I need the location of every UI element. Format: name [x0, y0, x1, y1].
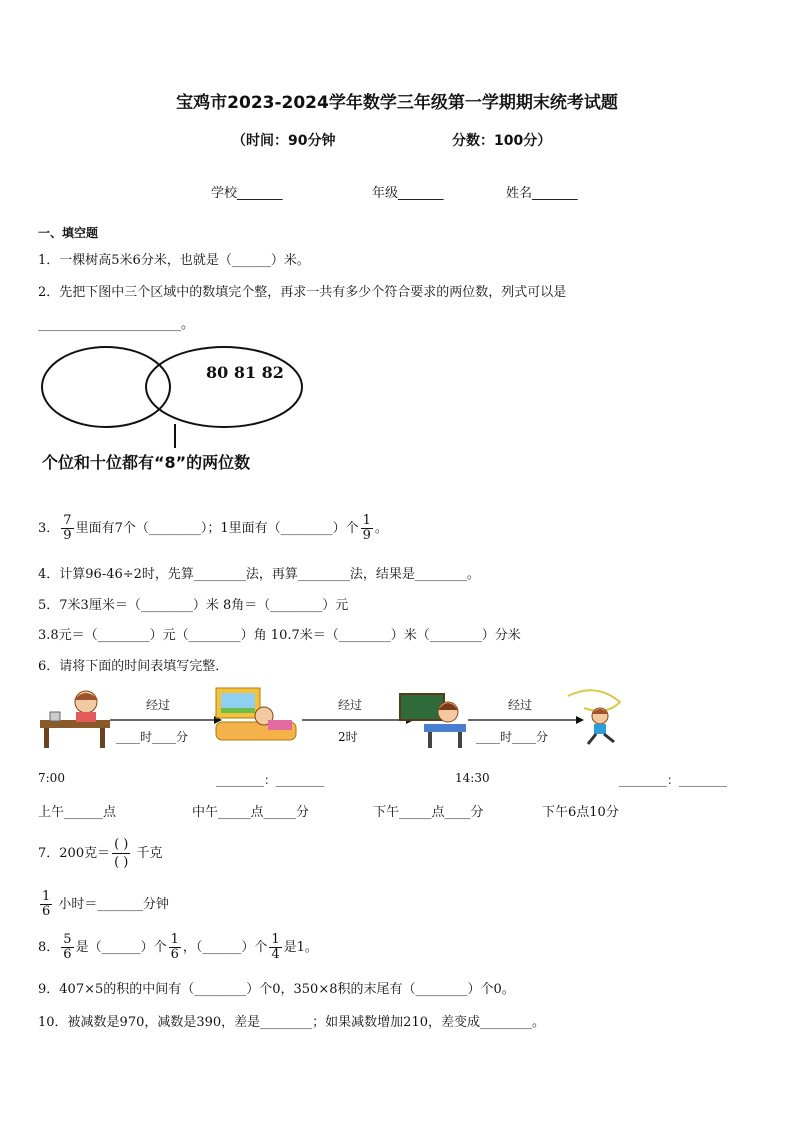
nap-illustration: [216, 688, 296, 740]
duration-blank-1: ____时____分: [116, 730, 189, 744]
timeline-illustration: [36, 686, 716, 756]
duration-2-hours: 2时: [338, 730, 358, 744]
question-2-answer-line: ______________________。: [38, 317, 195, 332]
page-title: 宝鸡市2023-2024学年数学三年级第一学期期末统考试题: [176, 93, 618, 113]
class-illustration: [400, 694, 466, 748]
question-1: 1．一棵树高5米6分米，也就是（______）米。: [38, 253, 310, 268]
fraction-1-6: $\frac{1}{6}$: [42, 889, 51, 919]
pass-label-2: 经过: [338, 698, 363, 712]
question-5-line-2: 3.8元＝（________）元（________）角 10.7米＝（________）米（________）分米: [38, 628, 521, 643]
play-illustration: [568, 690, 620, 744]
question-6: 6．请将下面的时间表填写完整．: [38, 659, 229, 674]
clock-row-4: 下午6点10分: [542, 805, 619, 820]
clock-row-3: 下午_____点____分: [373, 805, 484, 820]
exam-score: 分数：100分）: [452, 133, 552, 149]
fraction-1-9: $\frac{1}{9}$: [362, 513, 371, 543]
fraction-blank: $\frac{( )}{( )}$: [114, 837, 129, 870]
section-heading: 一、填空题: [38, 226, 99, 240]
time-blank-4: ________：________: [619, 773, 728, 787]
venn-caption: 个位和十位都有“8”的两位数: [42, 453, 251, 472]
question-8: 8． $\frac{5}{6}$ 是（______）个 $\frac{1}{6}$ ，（______）个 $\frac{1}{4}$ 是1。: [38, 932, 318, 962]
fraction-1-6-b: $\frac{1}{6}$: [170, 932, 179, 962]
fraction-7-9: $\frac{7}{9}$: [63, 513, 72, 543]
clock-row-1: 上午______点: [38, 805, 117, 820]
venn-numbers: 80 81 82: [206, 363, 284, 382]
question-3: 3． $\frac{7}{9}$ 里面有7个（________）；1里面有（________）个 $\frac{1}{9}$ 。: [38, 513, 388, 543]
question-7-hours: $\frac{1}{6}$ 小时＝_______分钟: [42, 889, 169, 919]
grade-field: 年级_______: [372, 186, 444, 201]
fraction-1-4: $\frac{1}{4}$: [271, 932, 280, 962]
question-10: 10．被减数是970，减数是390，差是________；如果减数增加210，差变成________。: [38, 1015, 545, 1030]
clock-row-2: 中午_____点_____分: [192, 805, 310, 820]
question-5-line-1: 5．7米3厘米＝（________）米 8角＝（________）元: [38, 598, 349, 613]
name-field: 姓名_______: [506, 186, 578, 201]
question-9: 9．407×5的积的中间有（________）个0，350×8积的末尾有（________）个0。: [38, 982, 515, 997]
exam-time: （时间：90分钟: [232, 133, 336, 149]
venn-left-circle: [42, 347, 170, 427]
fraction-5-6: $\frac{5}{6}$: [63, 932, 72, 962]
breakfast-illustration: [40, 691, 110, 748]
question-7: 7．200克＝ $\frac{( )}{( )}$ 千克: [38, 837, 163, 870]
time-14-30: 14:30: [455, 771, 490, 785]
time-blank-2: ________：________: [216, 773, 325, 787]
question-2: 2．先把下图中三个区域中的数填完个整，再求一共有多少个符合要求的两位数，列式可以是: [38, 285, 567, 300]
pass-label-3: 经过: [508, 698, 533, 712]
duration-blank-3: ____时____分: [476, 730, 549, 744]
pass-label-1: 经过: [146, 698, 171, 712]
question-4: 4．计算96-46÷2时，先算________法，再算________法，结果是________。: [38, 567, 480, 582]
school-field: 学校_______: [211, 186, 283, 201]
time-7-00: 7:00: [38, 771, 65, 785]
